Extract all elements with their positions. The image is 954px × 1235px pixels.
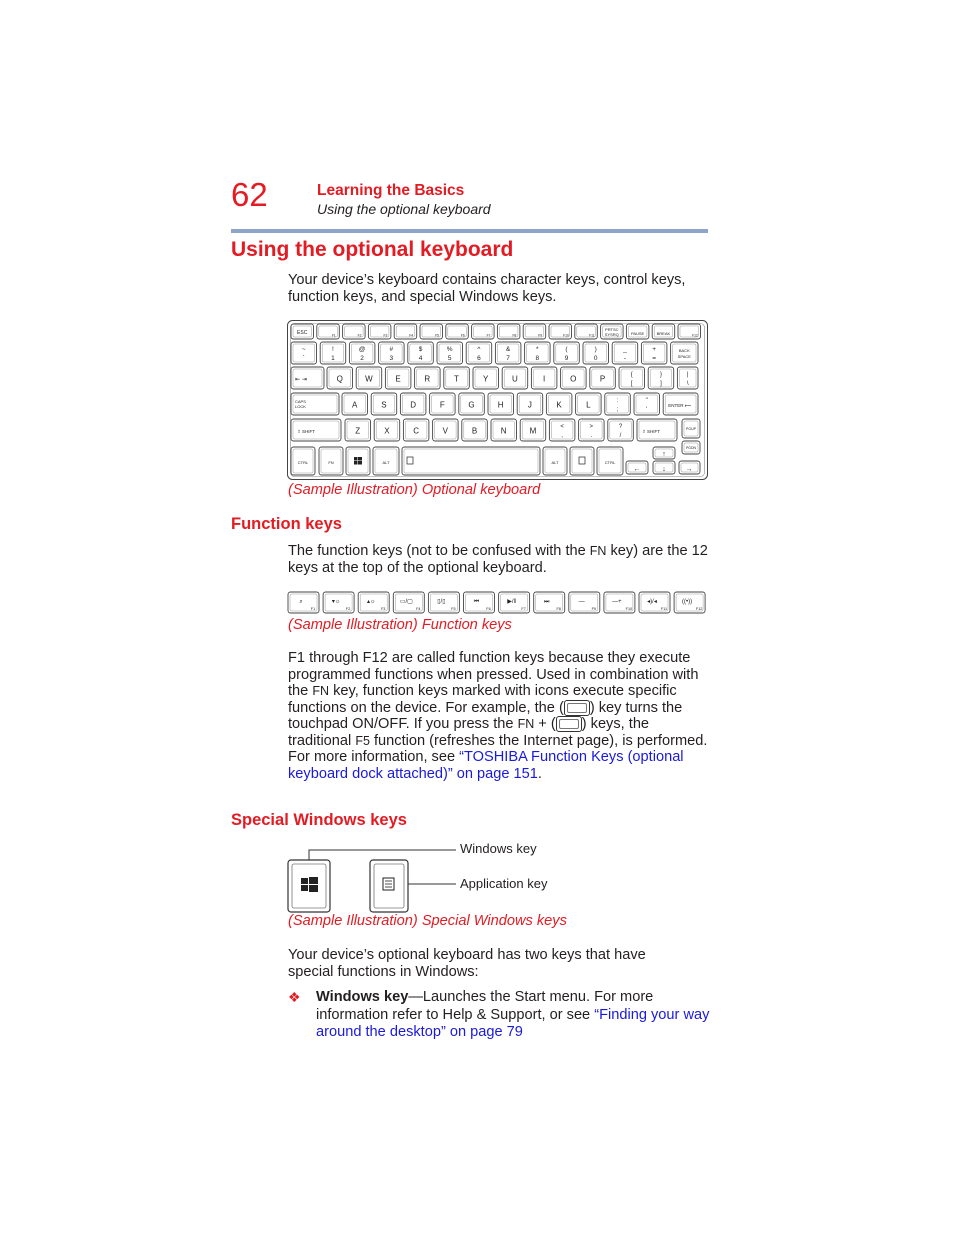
- keyboard-key-f7: [472, 324, 495, 339]
- key-label: F11: [589, 333, 595, 338]
- key-label: CAPS: [295, 399, 306, 404]
- function-key-label: F9: [591, 607, 597, 611]
- key-label: LOCK: [295, 404, 306, 409]
- windows-keys-paragraph: Your device’s optional keyboard has two keys that have special functions in Windows:: [288, 947, 646, 980]
- keyboard-key-b: [462, 419, 488, 441]
- key-label: PRTSC: [605, 327, 619, 332]
- key-label: =: [652, 355, 656, 362]
- key-label: +: [652, 346, 656, 353]
- key-label: U: [512, 374, 518, 384]
- keyboard-key-row1-10: [583, 342, 609, 364]
- key-label: ⇧ SHIFT: [297, 429, 316, 434]
- text-run: ) key turns the touchpad ON/OFF. If you press the: [288, 699, 683, 732]
- key-label: ALT: [551, 460, 559, 465]
- function-key-f8: [534, 592, 565, 613]
- key-label: [: [630, 381, 633, 387]
- key-label: ,: [561, 433, 563, 439]
- key-label: A: [352, 400, 358, 410]
- key-label: |: [686, 372, 689, 378]
- function-key-label: F5: [451, 607, 456, 611]
- text-run: key) are the 12 keys at the top of the optional keyboard.: [288, 543, 708, 576]
- keyboard-key-pgdn: [682, 441, 700, 454]
- text-run: + (: [534, 716, 556, 732]
- key-label: $: [418, 346, 423, 353]
- keyboard-key-alt-left: [373, 447, 399, 475]
- function-key-f10: [604, 592, 635, 613]
- keyboard-key-row1-9: [554, 342, 580, 364]
- function-key-label: F1: [310, 607, 316, 611]
- key-label: &: [505, 346, 511, 353]
- keyboard-key-pause: [626, 324, 649, 339]
- key-label: *: [536, 346, 539, 353]
- key-label: SPACE: [677, 354, 691, 359]
- key-label: X: [384, 426, 390, 436]
- function-key-label: F12: [695, 607, 703, 611]
- keyboard-key-prtsc-sysrq: [601, 324, 624, 339]
- key-label: ESC: [297, 330, 308, 336]
- key-label: <: [560, 424, 564, 430]
- bullet-icon: ❖: [288, 989, 301, 1005]
- keyboard-key-c: [403, 419, 429, 441]
- key-label: !: [331, 346, 334, 353]
- keyboard-key-f11: [575, 324, 598, 339]
- key-label: T: [454, 374, 459, 384]
- keyboard-key-u: [502, 367, 528, 389]
- key-label: 1: [331, 355, 335, 362]
- key-label: R: [424, 374, 431, 384]
- function-key-icon: ⏭: [543, 599, 550, 605]
- keyboard-key-ctrl-left: [291, 447, 315, 475]
- function-key-f5: [428, 592, 459, 613]
- fn-key-name: FN: [517, 717, 535, 731]
- special-windows-keys-heading: Special Windows keys: [231, 811, 407, 829]
- key-label: 0: [593, 355, 598, 362]
- keyboard-key-ctrl-right: [597, 447, 623, 475]
- bullet-term: Windows key: [316, 989, 409, 1005]
- key-label: PGDN: [685, 446, 697, 450]
- key-label: →: [685, 466, 693, 473]
- keyboard-key-row1-8: [525, 342, 551, 364]
- keyboard-key-arrow-right: [679, 461, 700, 474]
- key-label: B: [471, 426, 478, 436]
- key-label: I: [542, 374, 546, 384]
- keyboard-key-g: [459, 393, 485, 415]
- keyboard-key-f2: [343, 324, 366, 339]
- key-label: D: [410, 400, 416, 410]
- function-key-label: F6: [486, 607, 491, 611]
- keyboard-key-a: [342, 393, 368, 415]
- function-key-f2: [323, 592, 354, 613]
- key-label: \: [686, 381, 689, 387]
- keyboard-key-punct3-0: [605, 393, 631, 415]
- function-keys-intro: [288, 543, 713, 576]
- special-windows-keys-illustration: [286, 845, 476, 915]
- keyboard-key-tab: [291, 367, 324, 389]
- keyboard-key-z: [345, 419, 371, 441]
- text-run: ) keys, the traditional: [288, 716, 650, 749]
- keyboard-key-alt-right: [543, 447, 567, 475]
- keyboard-key-punct-0: [619, 367, 645, 389]
- keyboard-key-backspace: [671, 342, 698, 364]
- keyboard-key-f12: [678, 324, 701, 339]
- keyboard-key-x: [374, 419, 400, 441]
- key-label: L: [586, 400, 591, 410]
- keyboard-key-row1-2: [349, 342, 375, 364]
- fn-key-name: FN: [312, 684, 330, 698]
- key-label: 6: [477, 355, 481, 362]
- function-keys-heading: Function keys: [231, 515, 342, 533]
- function-key-icon: ▾☼: [331, 599, 341, 605]
- text-run: .: [537, 765, 542, 782]
- function-key-f6: [464, 592, 495, 613]
- key-label: CTRL: [297, 460, 309, 465]
- keyboard-key-f1: [317, 324, 340, 339]
- keyboard-key-break: [652, 324, 675, 339]
- keyboard-key-w: [356, 367, 382, 389]
- key-label: >: [589, 424, 594, 430]
- keyboard-key-row1-0: [291, 342, 317, 364]
- function-key-label: F3: [380, 607, 386, 611]
- key-label: F: [439, 400, 445, 410]
- keyboard-key-f: [430, 393, 456, 415]
- key-label: 4: [418, 355, 423, 362]
- key-label: G: [468, 400, 475, 410]
- key-label: W: [365, 374, 373, 384]
- key-label: 3: [389, 355, 394, 362]
- key-label: ~: [301, 346, 306, 353]
- function-key-icon: ▯/▯: [437, 599, 446, 605]
- keyboard-key-h: [488, 393, 514, 415]
- key-label: F1: [331, 333, 336, 338]
- function-key-f11: [639, 592, 670, 613]
- function-keys-illustration: [287, 591, 708, 615]
- key-label: ALT: [382, 460, 390, 465]
- keyboard-key-caps-lock: [291, 393, 339, 415]
- function-key-f1: [288, 592, 319, 613]
- keyboard-key-f9: [523, 324, 546, 339]
- optional-keyboard-illustration: [287, 320, 708, 480]
- key-label: }: [659, 372, 662, 378]
- function-key-f7: [499, 592, 530, 613]
- keyboard-key-punct4-2: [608, 419, 634, 441]
- key-label: PGUP: [686, 427, 696, 431]
- function-key-icon: —+: [612, 599, 622, 605]
- keyboard-key-l: [576, 393, 602, 415]
- function-key-icon: ▭/▢: [399, 599, 413, 605]
- intro-paragraph: Your device’s keyboard contains character keys, control keys, function keys, and special Windows keys.: [288, 272, 686, 305]
- fn-key-name: FN: [589, 544, 607, 558]
- key-label: Z: [355, 426, 361, 436]
- keyboard-key-row1-12: [641, 342, 667, 364]
- keyboard-key-row1-7: [495, 342, 521, 364]
- windows-keys-caption: (Sample Illustration) Special Windows keys: [288, 913, 567, 929]
- keyboard-key-punct3-1: [634, 393, 660, 415]
- key-label: ]: [660, 381, 662, 387]
- finding-your-way-link[interactable]: “Finding your way around the desktop” on page 79: [316, 1006, 710, 1040]
- key-label: M: [529, 426, 537, 436]
- function-key-label: F8: [556, 607, 561, 611]
- key-label: F12: [692, 333, 698, 338]
- keyboard-key-f10: [549, 324, 572, 339]
- key-label: %: [446, 346, 453, 353]
- keyboard-key-enter: [663, 393, 698, 415]
- keyboard-key-f5: [420, 324, 443, 339]
- key-label: /: [619, 433, 622, 439]
- key-label: ⇤ ⇥: [295, 377, 307, 383]
- key-label: (: [565, 346, 568, 353]
- keyboard-key-s: [371, 393, 397, 415]
- key-label: BACK: [678, 348, 690, 353]
- keyboard-key-m: [520, 419, 546, 441]
- key-label: F6: [460, 333, 465, 338]
- key-label: .: [590, 433, 593, 439]
- keyboard-key-arrow-up: [653, 447, 675, 459]
- text-run: The function keys (not to be confused with the: [288, 543, 590, 559]
- key-label: 9: [564, 355, 569, 362]
- key-label: ^: [477, 346, 481, 353]
- function-keys-description: [288, 650, 708, 782]
- key-label: F2: [357, 333, 362, 338]
- text-run: —Launches the Start menu. For more information refer to Help & Support, or see: [316, 989, 654, 1023]
- keyboard-key-arrow-down: [653, 461, 675, 474]
- key-label: ENTER ⟵: [668, 403, 692, 408]
- function-key-icon: ▶/‖: [507, 599, 516, 605]
- function-key-label: F10: [625, 607, 633, 611]
- key-label: F10: [563, 333, 569, 338]
- keyboard-key-shift-right: [637, 419, 677, 441]
- key-label: K: [556, 400, 562, 410]
- key-label: ;: [616, 407, 619, 413]
- function-key-f9: [569, 592, 600, 613]
- key-label: N: [500, 426, 507, 436]
- keyboard-key-y: [473, 367, 499, 389]
- keyboard-key-punct4-1: [579, 419, 605, 441]
- function-key-icon: ⌕: [299, 599, 303, 605]
- key-label: ↓: [662, 466, 666, 473]
- key-label: CTRL: [604, 460, 616, 465]
- keyboard-key-d: [400, 393, 426, 415]
- keyboard-key-f6: [446, 324, 469, 339]
- key-label: ⇧ SHIFT: [642, 429, 661, 434]
- text-run: F1 through F12 are called function keys because they execute programmed functions when pressed. Used in combination with the: [288, 650, 699, 699]
- key-label: #: [389, 346, 394, 353]
- key-label: P: [599, 374, 606, 384]
- key-label: PAUSE: [630, 331, 645, 336]
- key-label: O: [570, 374, 577, 384]
- keyboard-key-arrow-left: [626, 461, 648, 474]
- key-label: BREAK: [656, 331, 671, 336]
- key-label: {: [630, 372, 633, 378]
- keyboard-key-f3: [368, 324, 391, 339]
- chapter-title: Learning the Basics: [317, 182, 465, 199]
- function-key-label: F2: [345, 607, 351, 611]
- keyboard-key-application: [570, 447, 594, 475]
- text-run: key, function keys marked with icons execute specific functions on the device. For example, the (: [288, 683, 677, 716]
- key-label: _: [623, 346, 627, 353]
- application-key-label: Application key: [460, 876, 548, 891]
- f5-key-name: F5: [355, 733, 370, 748]
- key-label: FN: [328, 460, 334, 465]
- key-label: `: [302, 355, 305, 362]
- function-key-icon: ▴☼: [366, 599, 376, 605]
- key-label: E: [395, 374, 401, 384]
- key-label: F3: [383, 333, 388, 338]
- keyboard-key-row1-6: [466, 342, 492, 364]
- keyboard-key-f4: [394, 324, 417, 339]
- keyboard-key-punct4-0: [549, 419, 575, 441]
- function-key-f12: [674, 592, 705, 613]
- key-label: S: [381, 400, 387, 410]
- keyboard-key-p: [590, 367, 616, 389]
- key-label: 8: [535, 355, 540, 362]
- key-label: SYSRQ: [604, 332, 619, 337]
- key-label: C: [413, 426, 419, 436]
- function-key-f3: [358, 592, 389, 613]
- function-key-label: F4: [416, 607, 421, 611]
- key-label: Q: [336, 374, 343, 384]
- key-label: @: [358, 346, 366, 353]
- key-label: ←: [633, 466, 641, 473]
- refresh-key-icon: [556, 716, 582, 732]
- windows-key-label: Windows key: [460, 841, 537, 856]
- keyboard-key-i: [531, 367, 557, 389]
- key-label: F8: [512, 333, 517, 338]
- keyboard-key-n: [491, 419, 517, 441]
- keyboard-caption: (Sample Illustration) Optional keyboard: [288, 482, 541, 498]
- keyboard-key-pgup: [682, 419, 700, 438]
- touchpad-key-icon: [564, 700, 590, 716]
- keyboard-key-row1-5: [437, 342, 463, 364]
- key-label: :: [616, 398, 619, 404]
- key-label: F5: [435, 333, 439, 338]
- function-keys-caption: (Sample Illustration) Function keys: [288, 617, 512, 633]
- key-label: ↑: [662, 451, 666, 458]
- function-key-label: F11: [660, 607, 668, 611]
- keyboard-key-row1-11: [612, 342, 638, 364]
- keyboard-key-e: [385, 367, 411, 389]
- key-label: ': [646, 407, 648, 413]
- keyboard-key-shift-left: [291, 419, 341, 441]
- section-subtitle: Using the optional keyboard: [317, 201, 491, 217]
- keyboard-key-t: [444, 367, 470, 389]
- key-label: Y: [483, 374, 489, 384]
- key-label: ): [594, 346, 597, 353]
- page-number: 62: [231, 176, 268, 213]
- keyboard-key-punct-2: [677, 367, 698, 389]
- function-key-icon: ((•)): [682, 599, 693, 605]
- keyboard-key-j: [517, 393, 543, 415]
- function-key-label: F7: [521, 607, 526, 611]
- keyboard-key-k: [546, 393, 572, 415]
- page-title: Using the optional keyboard: [231, 238, 514, 261]
- text-run: function (refreshes the Internet page), is performed. For more information, see: [288, 732, 708, 765]
- key-label: ?: [618, 424, 623, 430]
- keyboard-key-row1-4: [408, 342, 434, 364]
- key-label: H: [497, 400, 504, 410]
- key-label: F7: [486, 333, 491, 338]
- key-label: ": [645, 398, 648, 404]
- header-divider: [231, 229, 708, 233]
- key-label: 5: [447, 355, 452, 362]
- keyboard-key-row1-3: [379, 342, 405, 364]
- keyboard-key-space: [402, 447, 540, 475]
- keyboard-key-r: [415, 367, 441, 389]
- keyboard-key-esc: [291, 324, 314, 339]
- keyboard-key-row1-1: [320, 342, 346, 364]
- key-label: V: [442, 426, 448, 436]
- windows-key-bullet: [316, 989, 711, 1042]
- keyboard-key-q: [327, 367, 353, 389]
- key-label: 7: [506, 355, 510, 362]
- toshiba-function-keys-link[interactable]: “TOSHIBA Function Keys (optional keyboard dock attached)” on page 151: [288, 749, 684, 782]
- keyboard-key-o: [561, 367, 587, 389]
- function-key-f4: [393, 592, 424, 613]
- function-key-icon: ⏮: [473, 599, 480, 605]
- key-label: -: [623, 355, 626, 362]
- function-key-icon: ◂)/◂: [647, 599, 657, 605]
- keyboard-key-f8: [497, 324, 520, 339]
- function-key-icon: —: [578, 599, 585, 605]
- key-label: J: [527, 400, 532, 410]
- keyboard-key-v: [433, 419, 459, 441]
- key-label: F4: [409, 333, 414, 338]
- keyboard-key-punct-1: [648, 367, 674, 389]
- key-label: 2: [360, 355, 364, 362]
- keyboard-key-fn: [319, 447, 343, 475]
- keyboard-key-windows: [346, 447, 370, 475]
- key-label: F9: [538, 333, 543, 338]
